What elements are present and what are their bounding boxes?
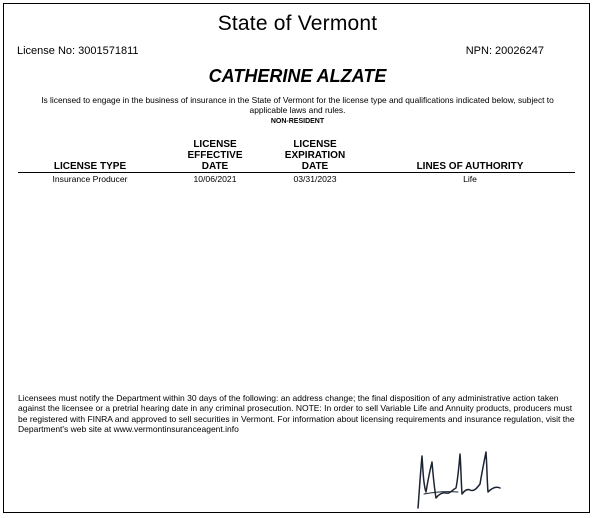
column-header-expiration-date: LICENSE EXPIRATION DATE	[284, 139, 346, 172]
table-header-divider	[18, 172, 575, 173]
licensee-notice: Licensees must notify the Department within 30 days of the following: an address change; the final disposition of any administrative action taken against the licensee or a pretrial hearing date in any criminal prosecution. NOTE: In order to sell Variable Life and Annuity products, producers must be registered with FINRA and approved to sell securities in Vermont. For information about licensing requirements and insurance regulation, visit the Department's web site at www.vermontinsuranceagent.info	[18, 393, 575, 435]
cell-lines-of-authority: Life	[463, 174, 477, 184]
column-header-license-type: LICENSE TYPE	[53, 161, 127, 172]
residency-status: NON-RESIDENT	[270, 118, 325, 125]
cell-license-type: Insurance Producer	[52, 174, 128, 184]
cell-expiration-date: 03/31/2023	[293, 174, 337, 184]
signature	[410, 448, 520, 510]
column-header-lines-of-authority: LINES OF AUTHORITY	[416, 161, 524, 172]
npn-number: NPN: 20026247	[465, 45, 544, 57]
licensee-name: CATHERINE ALZATE	[208, 66, 387, 86]
page-title: State of Vermont	[217, 12, 378, 35]
cell-effective-date: 10/06/2021	[193, 174, 237, 184]
license-number: License No: 3001571811	[17, 45, 139, 57]
column-header-effective-date: LICENSE EFFECTIVE DATE	[187, 139, 243, 172]
license-statement: Is licensed to engage in the business of insurance in the State of Vermont for the license type and qualifications indicated below, subject to applicable laws and rules.	[41, 95, 554, 115]
